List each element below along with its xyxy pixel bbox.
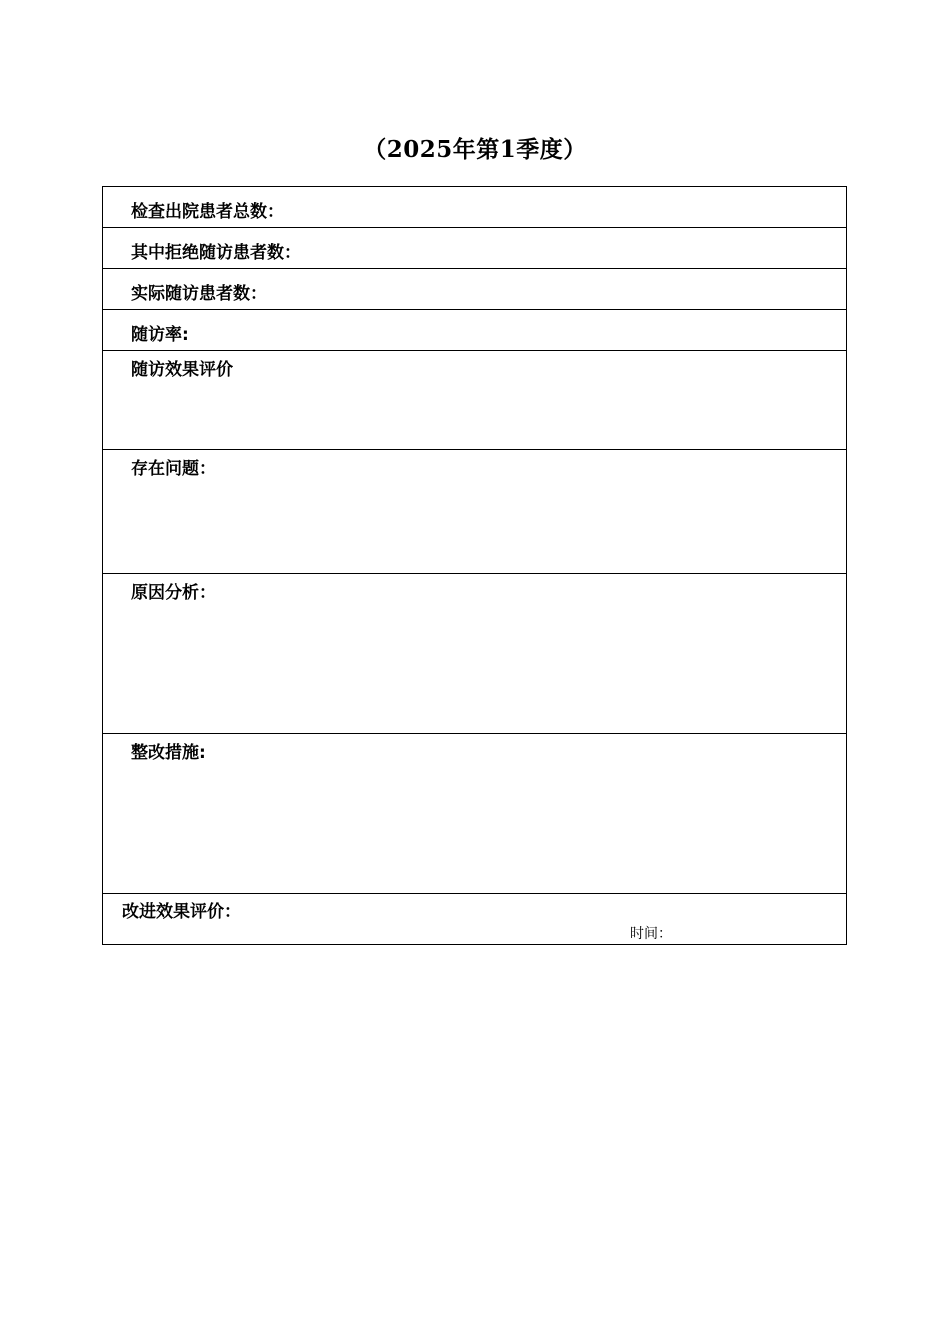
followup-rate-label: 随访率:	[131, 325, 189, 345]
problems-label: 存在问题：	[131, 459, 216, 479]
row-improvement-evaluation	[103, 894, 846, 944]
row-cause-analysis	[103, 574, 846, 734]
row-total-discharged	[103, 187, 846, 228]
row-followup-evaluation	[103, 351, 846, 450]
followup-form-table	[102, 186, 847, 945]
total-discharged-label: 检查出院患者总数：	[131, 202, 284, 222]
row-refused-followup	[103, 228, 846, 269]
improvement-evaluation-label: 改进效果评价：	[122, 902, 241, 922]
page-title: （2025年第1季度）	[363, 136, 587, 163]
actual-followup-label: 实际随访患者数：	[131, 284, 267, 304]
row-corrective-measures	[103, 734, 846, 894]
row-problems	[103, 450, 846, 574]
cause-analysis-label: 原因分析：	[131, 583, 216, 603]
refused-followup-label: 其中拒绝随访患者数：	[131, 243, 301, 263]
corrective-measures-label: 整改措施:	[131, 743, 206, 763]
row-followup-rate	[103, 310, 846, 351]
time-label: 时间：	[630, 926, 672, 942]
followup-evaluation-label: 随访效果评价	[131, 360, 233, 380]
row-actual-followup	[103, 269, 846, 310]
